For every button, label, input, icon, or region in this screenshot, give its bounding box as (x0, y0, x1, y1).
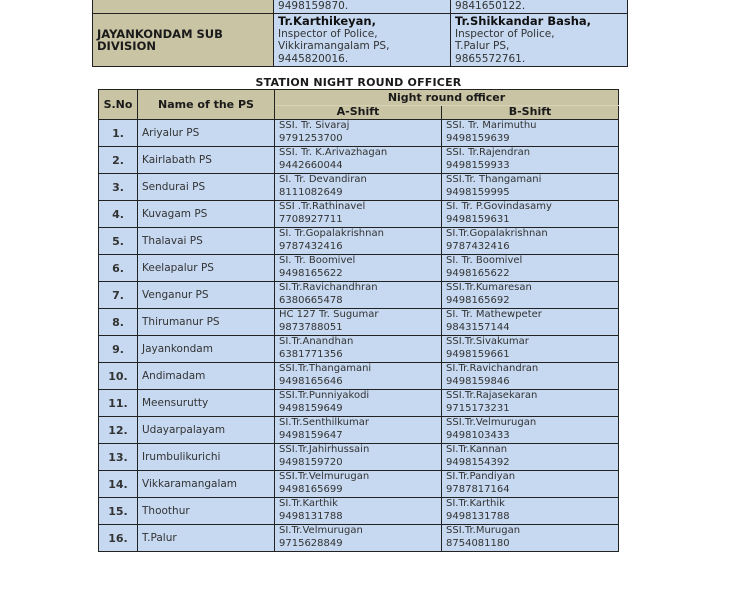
row-sno: 12. (99, 417, 138, 444)
row-ps-name: Vikkaramangalam (138, 471, 275, 498)
row-b-shift-officer (442, 120, 619, 147)
row-b-shift-officer (442, 390, 619, 417)
officer-name: SSI.Tr.Murugan (446, 525, 521, 536)
row-b-shift-officer (442, 336, 619, 363)
table-row (99, 147, 619, 174)
row-b-shift-officer (442, 255, 619, 282)
row-sno: 5. (99, 228, 138, 255)
officer-phone: 9498154392 (446, 456, 510, 468)
row-ps-name: Irumbulikurichi (138, 444, 275, 471)
row-a-shift-officer (275, 309, 442, 336)
officer-designation: Inspector of Police, (278, 27, 378, 40)
officer-phone: 9498159933 (446, 159, 510, 171)
officer-name: SSI.Tr.Sivakumar (446, 336, 529, 347)
officer-phone: 9498159649 (279, 402, 343, 414)
officer-station: T.Palur PS, (455, 40, 510, 52)
officer-phone: 9787432416 (279, 240, 343, 252)
header-sno: S.No (99, 90, 138, 120)
row-b-shift-officer (442, 471, 619, 498)
sub-division-officers-table (92, 0, 628, 67)
table-row (99, 417, 619, 444)
officer-phone: 8111082649 (279, 186, 343, 198)
officer-phone: 9498103433 (446, 429, 510, 441)
officer-phone: 9498159631 (446, 213, 510, 225)
officer-phone: 9787817164 (446, 483, 510, 495)
row-sno: 10. (99, 363, 138, 390)
officer-name: SI.Tr.Kannan (446, 444, 508, 455)
officer-phone: 9498159647 (279, 429, 343, 441)
row-a-shift-officer (275, 147, 442, 174)
row-a-shift-officer (275, 390, 442, 417)
row-b-shift-officer (442, 174, 619, 201)
officer-phone: 6381771356 (279, 348, 343, 360)
officer-phone: 7708927711 (279, 213, 343, 225)
row-sno: 7. (99, 282, 138, 309)
row-b-shift-officer (442, 498, 619, 525)
table-row (99, 282, 619, 309)
previous-a-officer-cell (274, 0, 451, 14)
row-b-shift-officer (442, 525, 619, 552)
officer-name: SI.Tr.Ravichandran (446, 363, 539, 374)
officer-name: Tr.Karthikeyan, (278, 14, 376, 28)
table-row (99, 444, 619, 471)
officer-phone: 9498159639 (446, 132, 510, 144)
row-a-shift-officer (275, 444, 442, 471)
officer-phone: 9498165622 (446, 267, 510, 279)
officer-name: SSI. Tr.Rajendran (446, 147, 531, 158)
table-row (99, 336, 619, 363)
officer-phone: 9498131788 (279, 510, 343, 522)
table-row (99, 228, 619, 255)
row-a-shift-officer (275, 120, 442, 147)
header-b-shift: B-Shift (442, 105, 619, 119)
officer-name: SSI. Tr. K.Arivazhagan (279, 147, 388, 158)
row-sno: 16. (99, 525, 138, 552)
officer-phone: 9445820016. (278, 52, 349, 65)
officer-name: SSI.Tr.Jahirhussain (279, 444, 370, 455)
officer-phone: 9498159661 (446, 348, 510, 360)
officer-name: SSI.Tr.Velmurugan (279, 471, 370, 482)
officer-phone: 9791253700 (279, 132, 343, 144)
row-ps-name: Udayarpalayam (138, 417, 275, 444)
officer-name: SI.Tr.Anandhan (279, 336, 354, 347)
row-sno: 2. (99, 147, 138, 174)
officer-name: SSI.Tr.Punniyakodi (279, 390, 370, 401)
row-a-shift-officer (275, 525, 442, 552)
row-ps-name: Ariyalur PS (138, 120, 275, 147)
row-ps-name: Keelapalur PS (138, 255, 275, 282)
section-title: STATION NIGHT ROUND OFFICER (255, 76, 462, 89)
officer-phone: 9498131788 (446, 510, 510, 522)
officer-name: HC 127 Tr. Sugumar (279, 309, 379, 320)
previous-row (93, 0, 628, 14)
row-b-shift-officer (442, 417, 619, 444)
row-a-shift-officer (275, 498, 442, 525)
table-row (99, 120, 619, 147)
row-sno: 15. (99, 498, 138, 525)
officer-name: SI. Tr. Boomivel (446, 255, 523, 266)
officer-name: SSI.Tr.Velmurugan (446, 417, 537, 428)
row-sno: 14. (99, 471, 138, 498)
row-a-shift-officer (275, 201, 442, 228)
officer-name: SI. Tr. Devandiran (279, 174, 367, 185)
officer-station: Vikkiramangalam PS, (278, 40, 390, 52)
row-b-shift-officer (442, 309, 619, 336)
row-a-shift-officer (275, 255, 442, 282)
officer-name: SI.Tr.Velmurugan (279, 525, 363, 536)
row-sno: 11. (99, 390, 138, 417)
officer-phone: 9498159995 (446, 186, 510, 198)
row-a-shift-officer (275, 336, 442, 363)
officer-phone: 8754081180 (446, 537, 510, 549)
row-a-shift-officer (275, 471, 442, 498)
officer-name: SI.Tr.Ravichandhran (279, 282, 378, 293)
row-b-shift-officer (442, 228, 619, 255)
table-row (99, 363, 619, 390)
officer-phone: 9843157144 (446, 321, 510, 333)
row-ps-name: Andimadam (138, 363, 275, 390)
officer-phone: 9498165692 (446, 294, 510, 306)
previous-division-cell (93, 0, 274, 14)
officer-phone: 9715628849 (279, 537, 343, 549)
night-round-officer-table (98, 89, 619, 552)
row-b-shift-officer (442, 147, 619, 174)
header-night-round: Night round officer (275, 90, 619, 106)
officer-name: SI.Tr.Karthik (279, 498, 338, 509)
row-sno: 8. (99, 309, 138, 336)
officer-name: SSI.Tr. Thangamani (446, 174, 542, 185)
officer-name: SI. Tr. P.Govindasamy (446, 201, 552, 212)
b-officer-cell (451, 14, 628, 67)
row-ps-name: Thoothur (138, 498, 275, 525)
table-row (99, 174, 619, 201)
row-b-shift-officer (442, 444, 619, 471)
officer-name: SI. Tr. Mathewpeter (446, 309, 542, 320)
officer-phone: 9498159720 (279, 456, 343, 468)
officer-phone: 9715173231 (446, 402, 510, 414)
row-b-shift-officer (442, 201, 619, 228)
a-officer-cell (274, 14, 451, 67)
officer-name: SI.Tr.Gopalakrishnan (446, 228, 548, 239)
row-b-shift-officer (442, 282, 619, 309)
row-ps-name: Venganur PS (138, 282, 275, 309)
officer-name: SSI.Tr.Rajasekaran (446, 390, 538, 401)
row-sno: 1. (99, 120, 138, 147)
header-a-shift: A-Shift (275, 105, 442, 119)
table-row (99, 201, 619, 228)
row-ps-name: Thalavai PS (138, 228, 275, 255)
officer-phone: 9787432416 (446, 240, 510, 252)
row-ps-name: Jayankondam (138, 336, 275, 363)
row-b-shift-officer (442, 363, 619, 390)
officer-name: SSI. Tr. Sivaraj (279, 120, 350, 131)
officer-name: SSI.Tr.Thangamani (279, 363, 372, 374)
row-ps-name: Sendurai PS (138, 174, 275, 201)
officer-name: SI.Tr.Karthik (446, 498, 505, 509)
officer-name: SSI.Tr.Kumaresan (446, 282, 532, 293)
row-sno: 3. (99, 174, 138, 201)
officer-phone: 9442660044 (279, 159, 343, 171)
row-ps-name: Thirumanur PS (138, 309, 275, 336)
row-a-shift-officer (275, 174, 442, 201)
table-row (99, 525, 619, 552)
officer-name: SI.Tr.Senthilkumar (279, 417, 369, 428)
officer-phone: 9498165622 (279, 267, 343, 279)
row-a-shift-officer (275, 363, 442, 390)
row-sno: 13. (99, 444, 138, 471)
row-sno: 4. (99, 201, 138, 228)
header-ps-name: Name of the PS (138, 90, 275, 120)
row-ps-name: Kuvagam PS (138, 201, 275, 228)
officer-phone: 9498165646 (279, 375, 343, 387)
row-ps-name: Meensurutty (138, 390, 275, 417)
officer-designation: Inspector of Police, (455, 27, 555, 40)
row-sno: 6. (99, 255, 138, 282)
officer-name: Tr.Shikkandar Basha, (455, 14, 592, 28)
officer-phone: 6380665478 (279, 294, 343, 306)
officer-name: SSI .Tr.Rathinavel (279, 201, 366, 212)
division-name: JAYANKONDAM SUB DIVISION (93, 14, 274, 67)
row-sno: 9. (99, 336, 138, 363)
table-row (99, 255, 619, 282)
table-row (99, 471, 619, 498)
row-a-shift-officer (275, 417, 442, 444)
officer-phone: 9873788051 (279, 321, 343, 333)
officer-phone: 9498159846 (446, 375, 510, 387)
table-row (99, 309, 619, 336)
officer-phone: 9498165699 (279, 483, 343, 495)
table-body (99, 120, 619, 552)
officer-name: SSI. Tr. Marimuthu (446, 120, 537, 131)
row-a-shift-officer (275, 282, 442, 309)
table-row (99, 390, 619, 417)
phone: 9841650122. (455, 0, 526, 12)
table-row (99, 498, 619, 525)
row-ps-name: Kairlabath PS (138, 147, 275, 174)
officer-name: SI. Tr. Boomivel (279, 255, 356, 266)
previous-b-officer-cell (451, 0, 628, 14)
jayankondam-row (93, 14, 628, 67)
row-ps-name: T.Palur (138, 525, 275, 552)
row-a-shift-officer (275, 228, 442, 255)
officer-name: SI.Tr.Pandiyan (446, 471, 516, 482)
officer-name: SI. Tr.Gopalakrishnan (279, 228, 384, 239)
officer-phone: 9865572761. (455, 52, 526, 65)
phone: 9498159870. (278, 0, 349, 12)
